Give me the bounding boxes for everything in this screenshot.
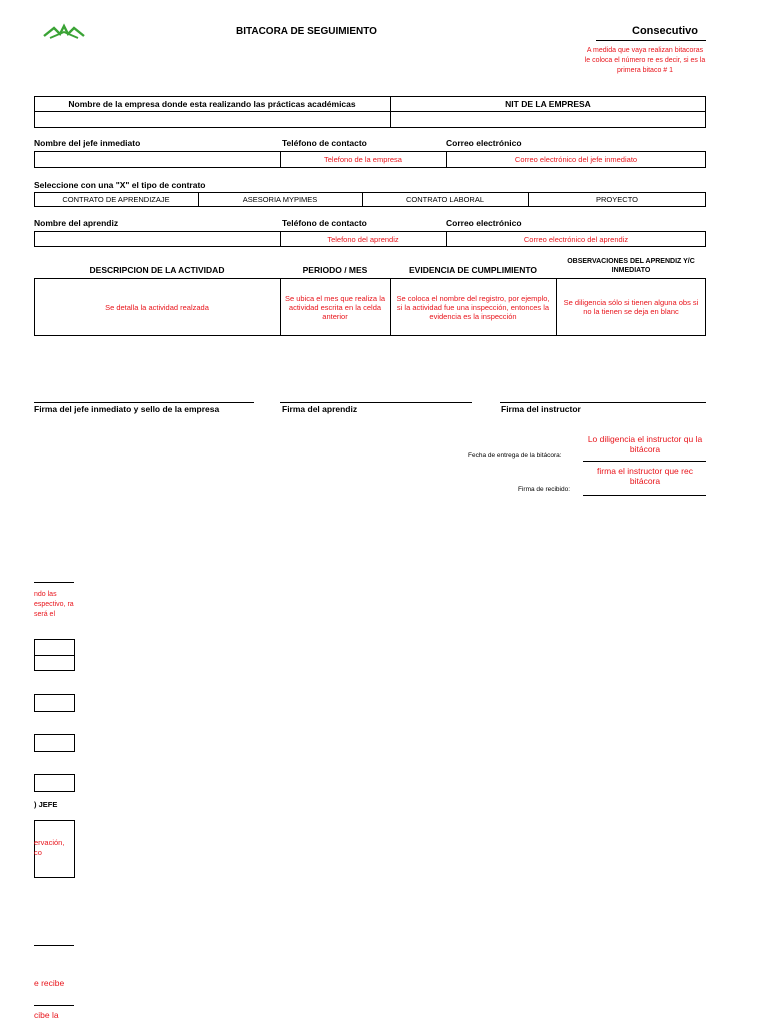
- fecha-entrega-label: Fecha de entrega de la bitácora:: [468, 452, 562, 459]
- overflow-note-2: ervación, co: [34, 838, 65, 857]
- firma-recibido-label: Firma de recibido:: [518, 486, 571, 493]
- consecutivo-note: A medida que vaya realizan bitacoras le coloca el número re es decir, si es la primera bitaco # 1: [584, 47, 706, 74]
- aprendiz-email-label: Correo electrónico: [446, 218, 522, 228]
- sena-logo: [40, 22, 88, 42]
- overflow-note-1: ndo las espectivo, ra será el: [34, 591, 74, 618]
- overflow-note-4: cibe la: [34, 1010, 59, 1020]
- aprendiz-email-field[interactable]: Correo electrónico del aprendiz: [523, 234, 629, 244]
- overflow-note-3: e recibe: [34, 978, 65, 988]
- jefe-email-label: Correo electrónico: [446, 138, 522, 148]
- actividad-header-observaciones: OBSERVACIONES DEL APRENDIZ Y/C INMEDIATO: [567, 258, 695, 274]
- firma-recibido-field[interactable]: [583, 495, 706, 496]
- contrato-option-proyecto[interactable]: PROYECTO: [596, 195, 638, 204]
- actividad-header-descripcion: DESCRIPCION DE LA ACTIVIDAD: [89, 265, 225, 275]
- jefe-name-field[interactable]: [35, 152, 279, 167]
- fecha-entrega-field[interactable]: [583, 461, 706, 462]
- aprendiz-name-field[interactable]: [35, 232, 279, 246]
- empresa-nit-header: NIT DE LA EMPRESA: [505, 98, 591, 109]
- sena-logo-icon: [40, 22, 88, 42]
- jefe-phone-label: Teléfono de contacto: [282, 138, 367, 148]
- jefe-name-label: Nombre del jefe inmediato: [34, 138, 141, 148]
- firma-aprendiz-label: Firma del aprendiz: [282, 404, 358, 414]
- fecha-entrega-hint: Lo diligencia el instructor qu la bitácora: [587, 434, 703, 454]
- aprendiz-phone-field[interactable]: Telefono del aprendiz: [327, 234, 399, 244]
- empresa-name-header: Nombre de la empresa donde esta realizando las prácticas académicas: [68, 98, 356, 109]
- jefe-email-field[interactable]: Correo electrónico del jefe inmediato: [514, 155, 638, 164]
- firma-instructor-label: Firma del instructor: [501, 404, 581, 414]
- overflow-jefe-label: ) JEFE: [34, 800, 58, 809]
- firma-recibido-hint: firma el instructor que rec bitácora: [597, 466, 693, 486]
- actividad-header-periodo: PERIODO / MES: [302, 265, 368, 275]
- aprendiz-name-label: Nombre del aprendiz: [34, 218, 119, 228]
- consecutivo-underline: [596, 40, 706, 41]
- empresa-name-field[interactable]: [35, 112, 389, 127]
- jefe-phone-field[interactable]: Telefono de la empresa: [324, 155, 402, 164]
- consecutivo-label: Consecutivo: [632, 25, 699, 37]
- contrato-label: Seleccione con una "X" el tipo de contrato: [34, 180, 206, 190]
- actividad-descripcion-field[interactable]: Se detalla la actividad realzada: [105, 302, 209, 312]
- actividad-header-evidencia: EVIDENCIA DE CUMPLIMIENTO: [409, 265, 537, 275]
- contrato-option-laboral[interactable]: CONTRATO LABORAL: [405, 195, 485, 204]
- page-title: BITACORA DE SEGUIMIENTO: [236, 26, 377, 37]
- firma-jefe-label: Firma del jefe inmediato y sello de la empresa: [34, 404, 220, 414]
- actividad-observaciones-field[interactable]: Se diligencia sólo si tienen alguna obs si no la tienen se deja en blanc: [563, 298, 699, 316]
- aprendiz-phone-label: Teléfono de contacto: [282, 218, 367, 228]
- contrato-option-aprendizaje[interactable]: CONTRATO DE APRENDIZAJE: [62, 195, 170, 204]
- actividad-periodo-field[interactable]: Se ubica el mes que realiza la actividad escrita en la celda anterior: [284, 293, 386, 321]
- actividad-evidencia-field[interactable]: Se coloca el nombre del registro, por ejemplo, si la actividad fue una inspección, entonces la evidencia es la inspección: [396, 293, 550, 321]
- contrato-option-asesoria[interactable]: ASESORIA MYPIMES: [242, 195, 318, 204]
- empresa-nit-field[interactable]: [391, 112, 705, 127]
